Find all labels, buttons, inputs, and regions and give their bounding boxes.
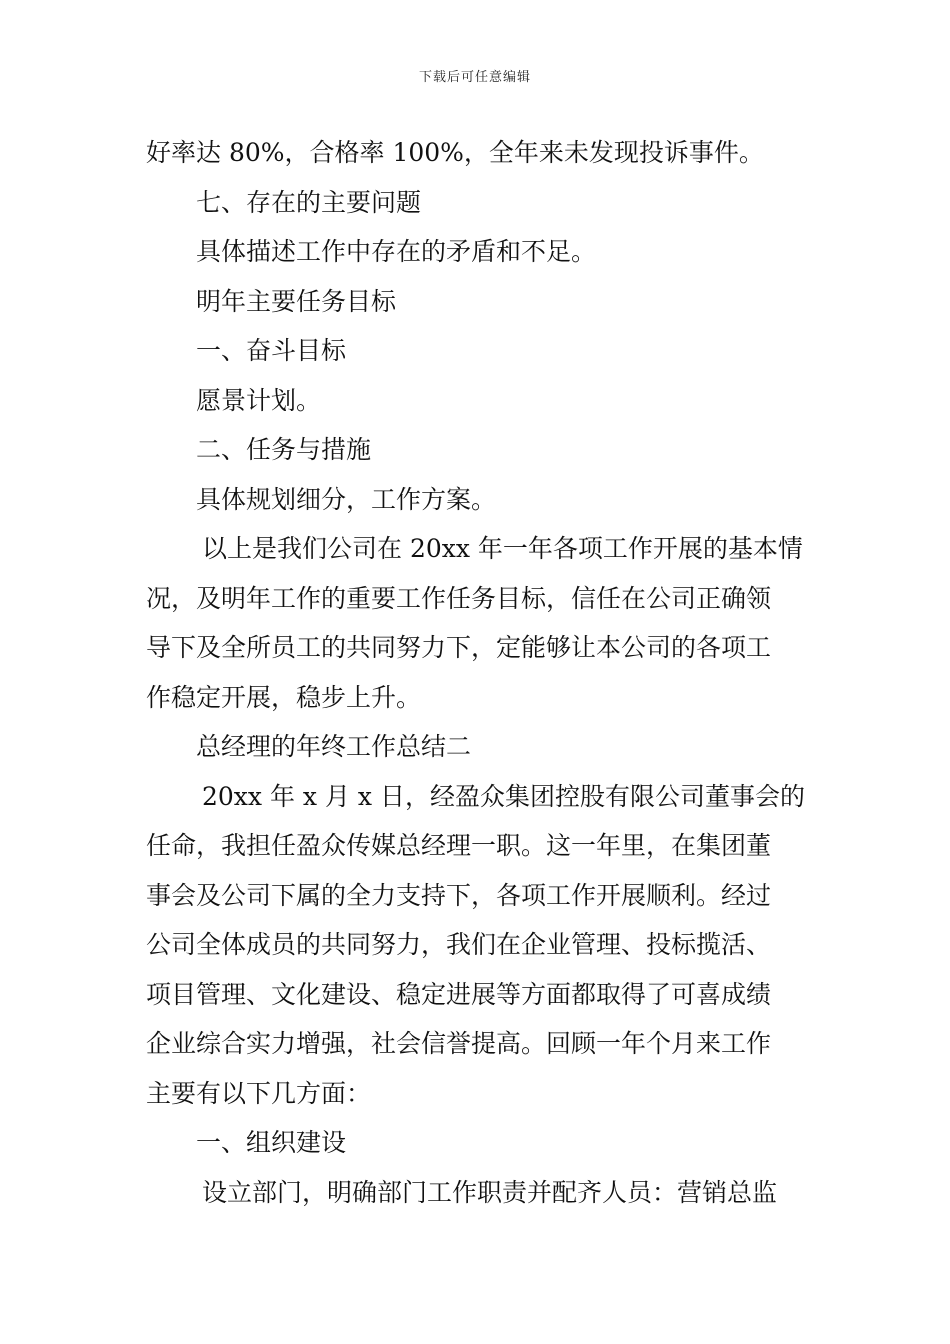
paragraph-line: 任命，我担任盈众传媒总经理一职。这一年里，在集团董 (146, 831, 772, 860)
paragraph-line: 一、奋斗目标 (196, 336, 347, 365)
paragraph-line: 公司全体成员的共同努力，我们在企业管理、投标揽活、 (146, 930, 772, 959)
paragraph-line: 20xx 年 x 月 x 日，经盈众集团控股有限公司董事会的 (202, 781, 805, 811)
paragraph-line: 事会及公司下属的全力支持下，各项工作开展顺利。经过 (146, 880, 772, 910)
paragraph-line: 具体描述工作中存在的矛盾和不足。 (196, 237, 597, 266)
paragraph-line: 导下及全所员工的共同努力下，定能够让本公司的各项工 (146, 633, 772, 662)
paragraph-line: 作稳定开展，稳步上升。 (146, 682, 422, 712)
paragraph-line: 具体规划细分，工作方案。 (196, 484, 497, 514)
paragraph-line: 七、存在的主要问题 (196, 187, 422, 217)
paragraph-line: 以上是我们公司在 20xx 年一年各项工作开展的基本情 (202, 534, 803, 563)
paragraph-line: 一、组织建设 (196, 1128, 347, 1157)
paragraph-line: 好率达 80%，合格率 100%，全年来未发现投诉事件。 (146, 138, 764, 167)
paragraph-line: 愿景计划。 (196, 385, 322, 415)
paragraph-line: 主要有以下几方面： (146, 1078, 372, 1108)
paragraph-line: 明年主要任务目标 (196, 286, 397, 316)
paragraph-line: 二、任务与措施 (196, 435, 372, 464)
paragraph-line: 总经理的年终工作总结二 (196, 732, 472, 761)
paragraph-line: 设立部门，明确部门工作职责并配齐人员：营销总监 (202, 1177, 778, 1207)
page-header-note: 下载后可任意编辑 (418, 70, 531, 85)
paragraph-line: 企业综合实力增强，社会信誉提高。回顾一年个月来工作 (146, 1029, 772, 1058)
paragraph-line: 项目管理、文化建设、稳定进展等方面都取得了可喜成绩 (146, 979, 772, 1009)
document-body (146, 128, 816, 1217)
paragraph-line: 况，及明年工作的重要工作任务目标，信任在公司正确领 (146, 583, 772, 613)
